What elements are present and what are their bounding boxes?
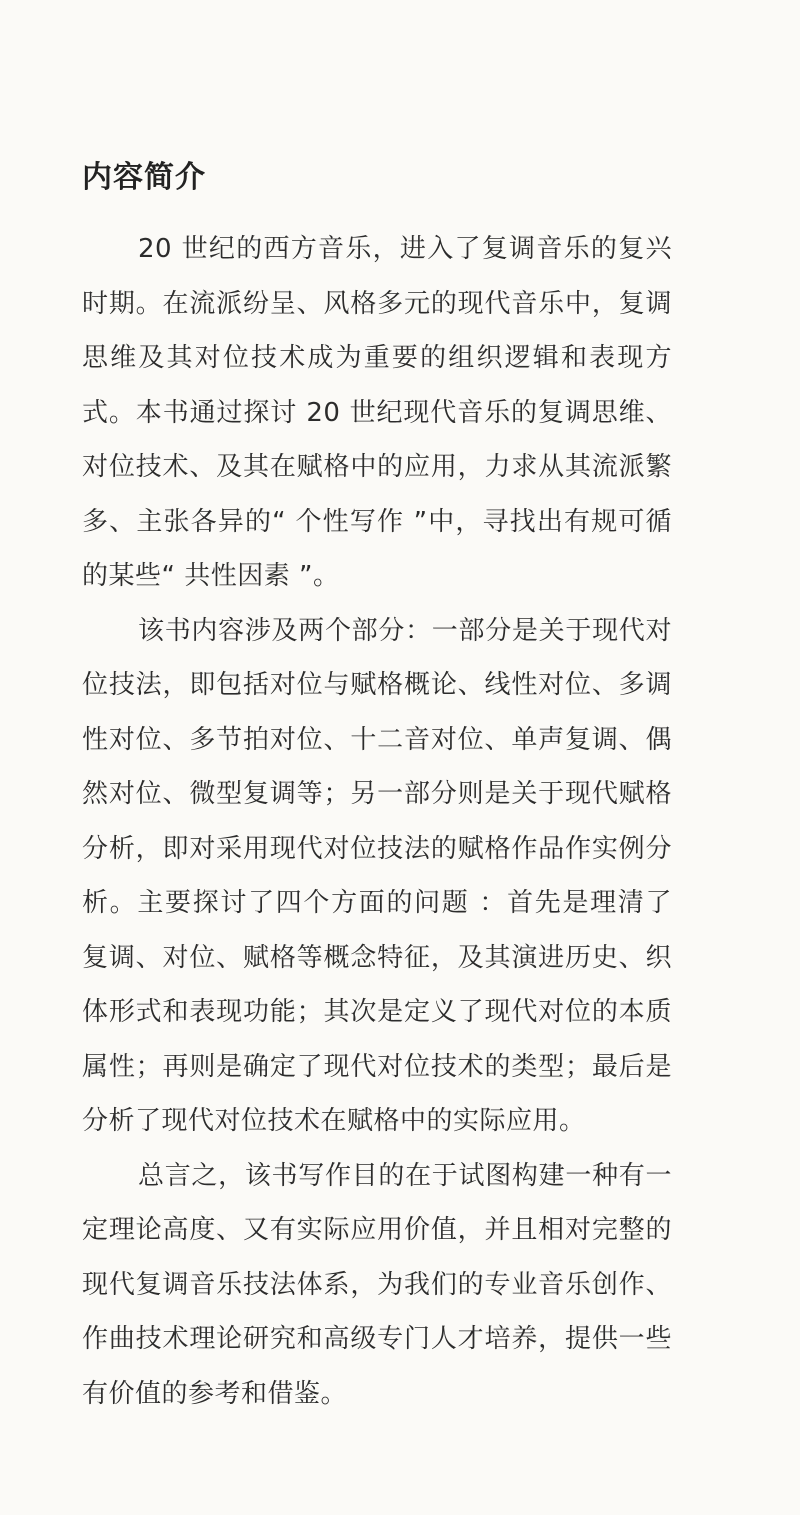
paragraph-3: 总言之，该书写作目的在于试图构建一种有一定理论高度、又有实际应用价值，并且相对完整的现代复调音乐技法体系，为我们的专业音乐创作、作曲技术理论研究和高级专门人才培养，提供一些有价值的参考和借鉴。 [82, 1160, 672, 1409]
section-title: 内容简介 [82, 160, 206, 195]
section-body [82, 222, 672, 1421]
paragraph-2: 该书内容涉及两个部分：一部分是关于现代对位技法，即包括对位与赋格概论、线性对位、多调性对位、多节拍对位、十二音对位、单声复调、偶然对位、微型复调等；另一部分则是关于现代赋格分析，即对采用现代对位技法的赋格作品作实例分析。主要探讨了四个方面的问题 ：首先是理清了复调、对位、赋格等概念特征，及其演进历史、织体形式和表现功能；其次是定义了现代对位的本质属性；再则是确定了现代对位技术的类型；最后是分析了现代对位技术在赋格中的实际应用。 [82, 615, 672, 1136]
paragraph-1: 20 世纪的西方音乐，进入了复调音乐的复兴时期。在流派纷呈、风格多元的现代音乐中，复调思维及其对位技术成为重要的组织逻辑和表现方式。本书通过探讨 20 世纪现代音乐的复调思维、对位技术、及其在赋格中的应用，力求从其流派繁多、主张各异的“ 个性写作 ”中，寻找出有规可循的某些“ 共性因素 ”。 [82, 234, 672, 591]
